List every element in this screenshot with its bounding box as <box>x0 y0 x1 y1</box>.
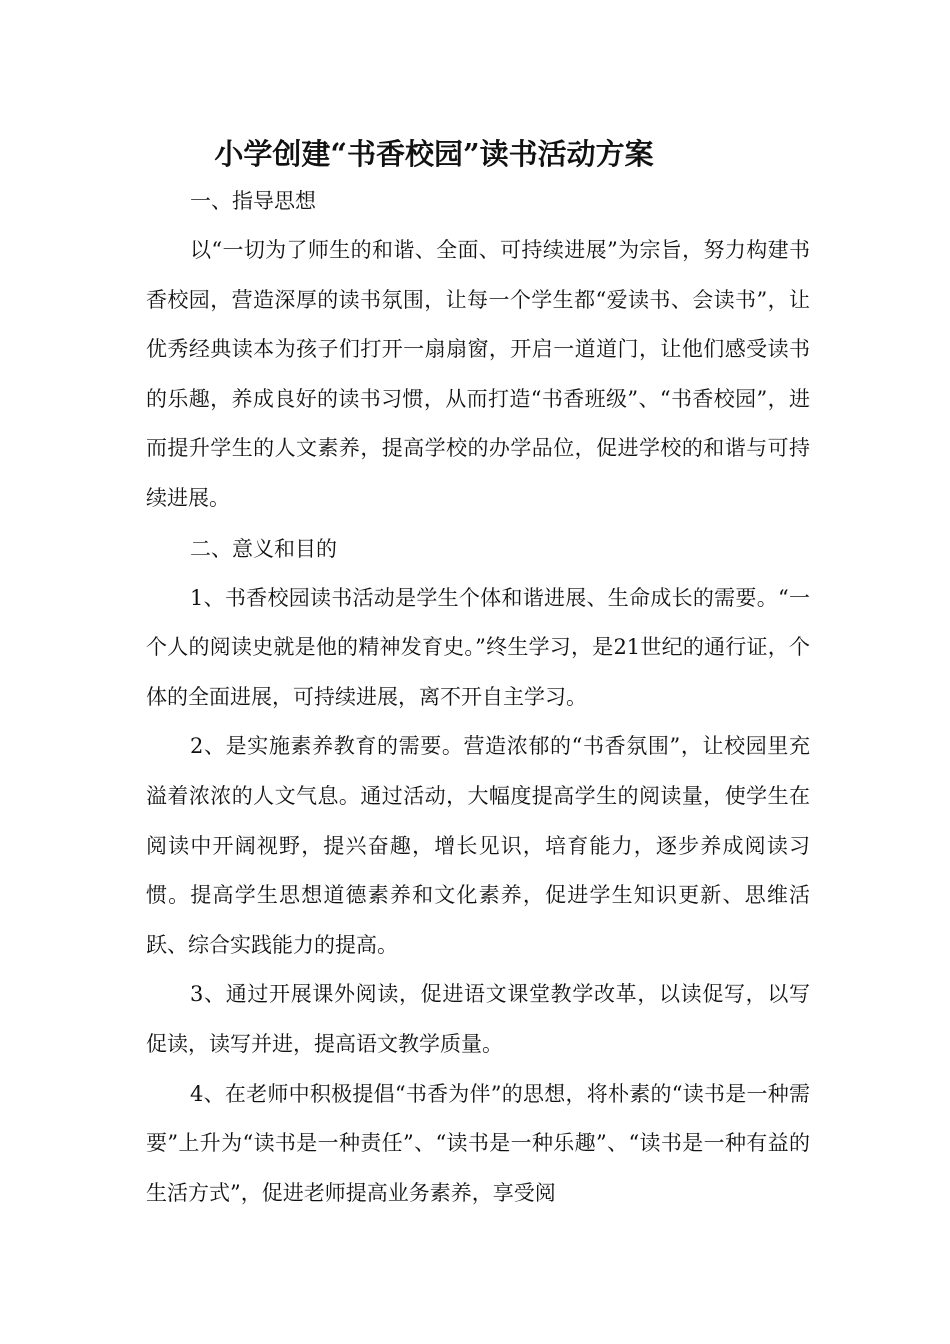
section-heading: 一、指导思想 <box>190 189 316 213</box>
paragraph: 1、书香校园读书活动是学生个体和谐进展、生命成长的需要。“一个人的阅读史就是他的精神发育史。”终生学习，是21世纪的通行证，个体的全面进展，可持续进展，离不开自主学习。 <box>146 585 810 709</box>
document-title: 小学创建“书香校园”读书活动方案 <box>214 137 654 171</box>
section-heading: 二、意义和目的 <box>190 536 337 561</box>
section-guiding-ideology <box>146 176 810 524</box>
paragraph: 4、在老师中积极提倡“书香为伴”的思想，将朴素的“读书是一种需要”上升为“读书是一种责任”、“读书是一种乐趣”、“读书是一种有益的生活方式”，促进老师提高业务素养，享受阅 <box>146 1081 810 1205</box>
document-body <box>146 176 810 1218</box>
paragraph: 3、通过开展课外阅读，促进语文课堂教学改革，以读促写，以写促读，读写并进，提高语文教学质量。 <box>146 982 810 1056</box>
paragraph: 2、是实施素养教育的需要。营造浓郁的“书香氛围”，让校园里充溢着浓浓的人文气息。通过活动，大幅度提高学生的阅读量，使学生在阅读中开阔视野，提兴奋趣，增长见识，培育能力，逐步养成阅读习惯。提高学生思想道德素养和文化素养，促进学生知识更新、思维活跃、综合实践能力的提高。 <box>146 734 810 957</box>
section-meaning-and-purpose <box>146 524 810 1219</box>
paragraph: 以“一切为了师生的和谐、全面、可持续进展”为宗旨，努力构建书香校园，营造深厚的读书氛围，让每一个学生都“爱读书、会读书”，让优秀经典读本为孩子们打开一扇扇窗，开启一道道门，让他们感受读书的乐趣，养成良好的读书习惯，从而打造“书香班级”、“书香校园”，进而提升学生的人文素养，提高学校的办学品位，促进学校的和谐与可持续进展。 <box>146 238 810 510</box>
